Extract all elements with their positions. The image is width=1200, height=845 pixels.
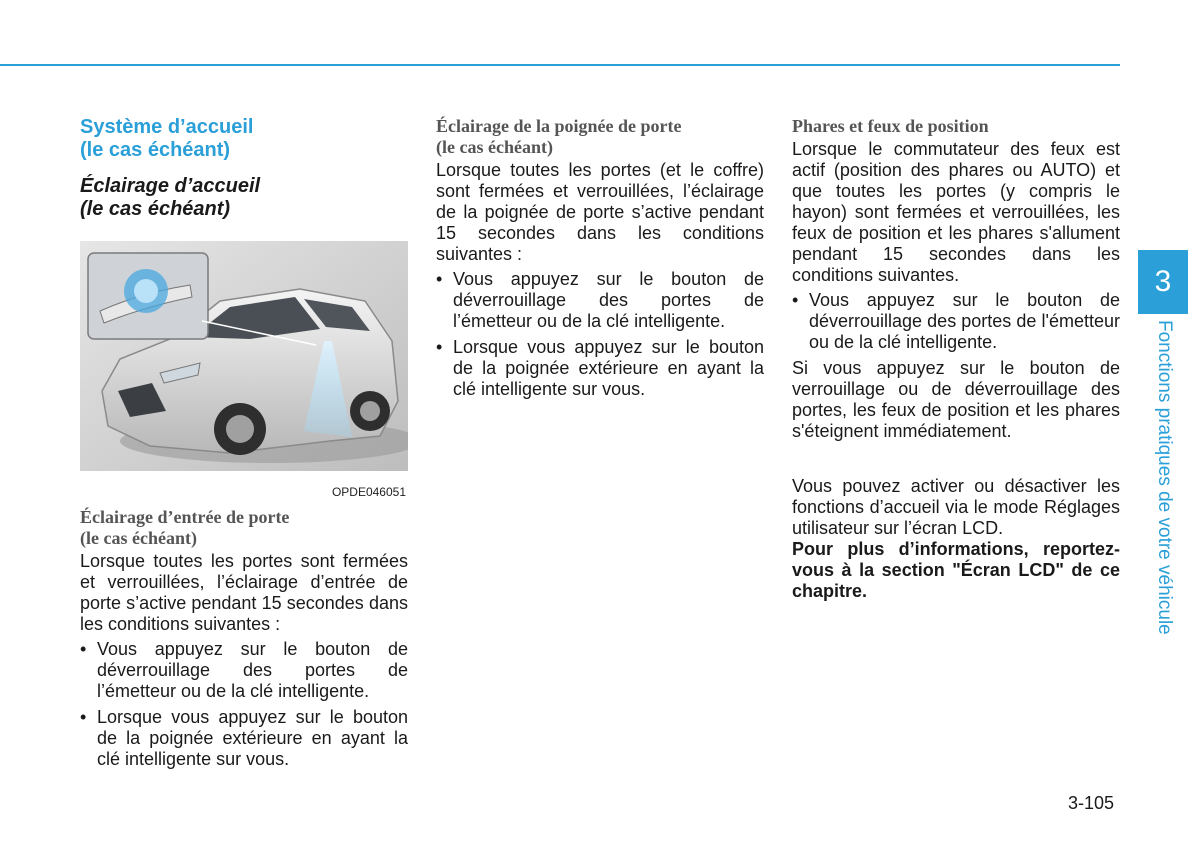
subheading-headlamps-position-lamps: Phares et feux de position — [792, 116, 989, 136]
column-2 — [436, 116, 764, 405]
subheading-door-handle-lighting: Éclairage de la poignée de porte (le cas échéant) — [436, 116, 682, 157]
door-entry-bullets — [80, 639, 408, 770]
figure-code: OPDE046051 — [331, 485, 406, 499]
headlamps-off-paragraph: Si vous appuyez sur le bouton de verrouillage ou de déverrouillage des portes, les feux de position et les phares s'éteignent immédiatement. — [792, 358, 1120, 441]
list-item: • Vous appuyez sur le bouton de déverrouillage des portes de l’émetteur ou de la clé intelligente. — [436, 269, 764, 332]
lcd-reference-note: Pour plus d’informations, reportez-vous à la section "Écran LCD" de ce chapitre. — [792, 539, 1120, 601]
list-item: • Vous appuyez sur le bouton de déverrouillage des portes de l'émetteur ou de la clé intelligente. — [792, 290, 1120, 353]
list-item: • Lorsque vous appuyez sur le bouton de la poignée extérieure en ayant la clé intelligente sur vous. — [436, 337, 764, 400]
chapter-number-tab: 3 — [1138, 250, 1188, 314]
door-handle-bullets — [436, 269, 764, 400]
section-heading-welcome-system: Système d’accueil (le cas échéant) — [80, 116, 254, 161]
car-illustration-figure — [80, 241, 408, 503]
door-entry-intro: Lorsque toutes les portes sont fermées et verrouillées, l’éclairage d’entrée de porte s’active pendant 15 secondes dans les conditions suivantes : — [80, 551, 408, 634]
subheading-door-entry-lighting: Éclairage d’entrée de porte (le cas échéant) — [80, 507, 290, 548]
car-illustration — [80, 241, 408, 471]
chapter-title-vertical: Fonctions pratiques de votre véhicule — [1154, 320, 1175, 635]
car-drawing — [80, 241, 408, 471]
page-number: 3-105 — [1068, 793, 1115, 813]
list-item: • Lorsque vous appuyez sur le bouton de la poignée extérieure en ayant la clé intelligente sur vous. — [80, 707, 408, 770]
top-rule — [0, 64, 1120, 66]
headlamps-intro: Lorsque le commutateur des feux est actif (position des phares ou AUTO) et que toutes les portes (y compris le hayon) sont fermées et verrouillées, les feux de position et les phares s'allument pendant 15 secondes dans les conditions suivantes. — [792, 139, 1120, 285]
headlamps-bullets — [792, 290, 1120, 353]
user-settings-paragraph: Vous pouvez activer ou désactiver les fonctions d’accueil via le mode Réglages utilisateur sur l’écran LCD. — [792, 476, 1120, 538]
list-item: • Vous appuyez sur le bouton de déverrouillage des portes de l’émetteur ou de la clé intelligente. — [80, 639, 408, 702]
door-handle-intro: Lorsque toutes les portes (et le coffre) sont fermées et verrouillées, l’éclairage de la poignée de porte s’active pendant 15 secondes dans les conditions suivantes : — [436, 160, 764, 264]
column-1 — [80, 116, 408, 775]
column-3 — [792, 116, 1120, 602]
subheading-welcome-lighting: Éclairage d’accueil (le cas échéant) — [80, 175, 261, 220]
